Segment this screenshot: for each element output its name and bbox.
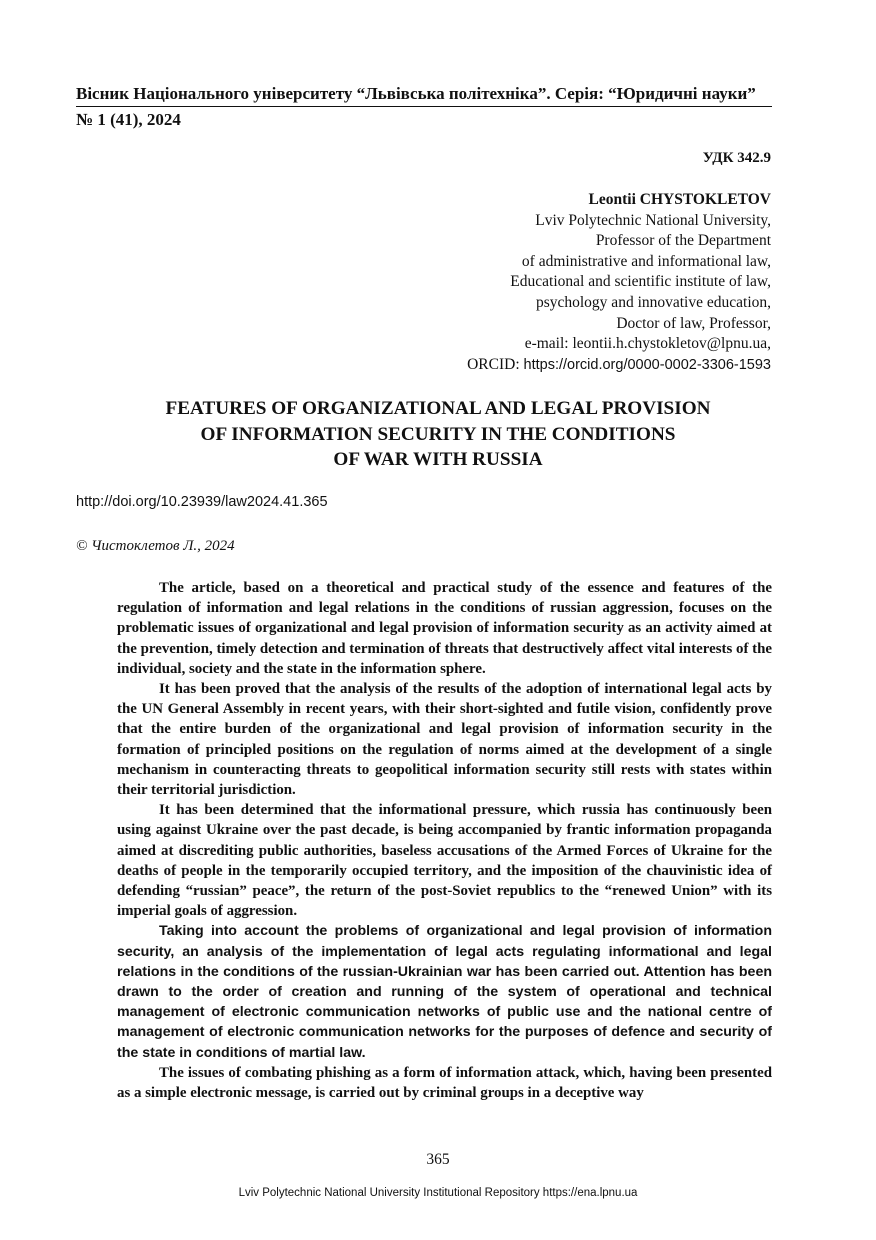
- abstract-paragraph: It has been proved that the analysis of the results of the adoption of international legal acts by the UN General Assembly in recent years, with their short-sighted and futile vision, confidently prove that the entire burden of the organizational and legal provision of information security in the formation of principled positions on the regulation of norms aimed at the development of a single mechanism in counteracting threats to geopolitical information security still rests with states within their territorial jurisdiction.: [117, 681, 772, 799]
- affiliation-line: Lviv Polytechnic National University,: [535, 211, 771, 229]
- orcid-link[interactable]: https://orcid.org/0000-0002-3306-1593: [523, 356, 771, 373]
- abstract: [117, 578, 772, 1103]
- doi-link[interactable]: http://doi.org/10.23939/law2024.41.365: [76, 494, 328, 510]
- journal-issue: № 1 (41), 2024: [76, 110, 181, 129]
- affiliation-line: psychology and innovative education,: [535, 293, 771, 311]
- author-block: [467, 190, 771, 375]
- page-number: 365: [426, 1151, 450, 1168]
- repository-footer: Lviv Polytechnic National University Institutional Repository https://ena.lpnu.ua: [238, 1187, 638, 1199]
- article-title-line: OF WAR WITH RUSSIA: [333, 449, 543, 470]
- author-email: e-mail: leontii.h.chystokletov@lpnu.ua,: [524, 335, 771, 353]
- affiliation-line: Doctor of law, Professor,: [616, 314, 771, 332]
- journal-header: [76, 84, 776, 130]
- abstract-paragraph: The issues of combating phishing as a form of information attack, which, having been presented as a simple electronic message, is carried out by criminal groups in a deceptive way: [117, 1064, 772, 1102]
- abstract-paragraph: The article, based on a theoretical and practical study of the essence and features of the regulation of information and legal relations in the conditions of russian aggression, focuses on the problematic issues of organizational and legal provision of information security as an activity aimed at the prevention, timely detection and termination of threats that destructively affect vital interests of the individual, society and the state in the information sphere.: [117, 580, 772, 677]
- affiliation-line: Educational and scientific institute of law,: [510, 273, 771, 291]
- author-name: Leontii CHYSTOKLETOV: [588, 191, 771, 208]
- copyright-notice: © Чистоклетов Л., 2024: [76, 538, 235, 554]
- article-title-line: OF INFORMATION SECURITY IN THE CONDITIONS: [200, 423, 676, 445]
- orcid-line: [467, 355, 771, 376]
- affiliation-line: Professor of the Department: [595, 232, 771, 250]
- udc-code: УДК 342.9: [702, 150, 771, 166]
- orcid-label: ORCID:: [467, 355, 520, 373]
- abstract-paragraph: Taking into account the problems of organizational and legal provision of information security, an analysis of the implementation of legal acts regulating informational and legal relations in the conditions of the russian-Ukrainian war has been carried out. Attention has been drawn to the order of creation and running of the system of operational and technical management of electronic communication networks of public use and the national centre of management of electronic communication networks for the purposes of defence and security of the state in conditions of martial law.: [117, 923, 772, 1061]
- article-title-line: FEATURES OF ORGANIZATIONAL AND LEGAL PROVISION: [165, 398, 711, 419]
- journal-title: Вісник Національного університету “Львівська політехніка”. Серія: “Юридичні науки”: [76, 84, 756, 103]
- article-title: [76, 396, 800, 473]
- affiliation-line: of administrative and informational law,: [521, 252, 771, 270]
- header-divider: [76, 106, 772, 107]
- abstract-paragraph: It has been determined that the informational pressure, which russia has continuously been using against Ukraine over the past decade, is being accompanied by frantic information propaganda aimed at discrediting public authorities, baseless accusations of the Armed Forces of Ukraine for the deaths of people in the temporarily occupied territory, and the imposition of the chauvinistic idea of defending “russian” peace”, the return of the post-Soviet republics to the “renewed Union” with its imperial goals of aggression.: [117, 802, 772, 920]
